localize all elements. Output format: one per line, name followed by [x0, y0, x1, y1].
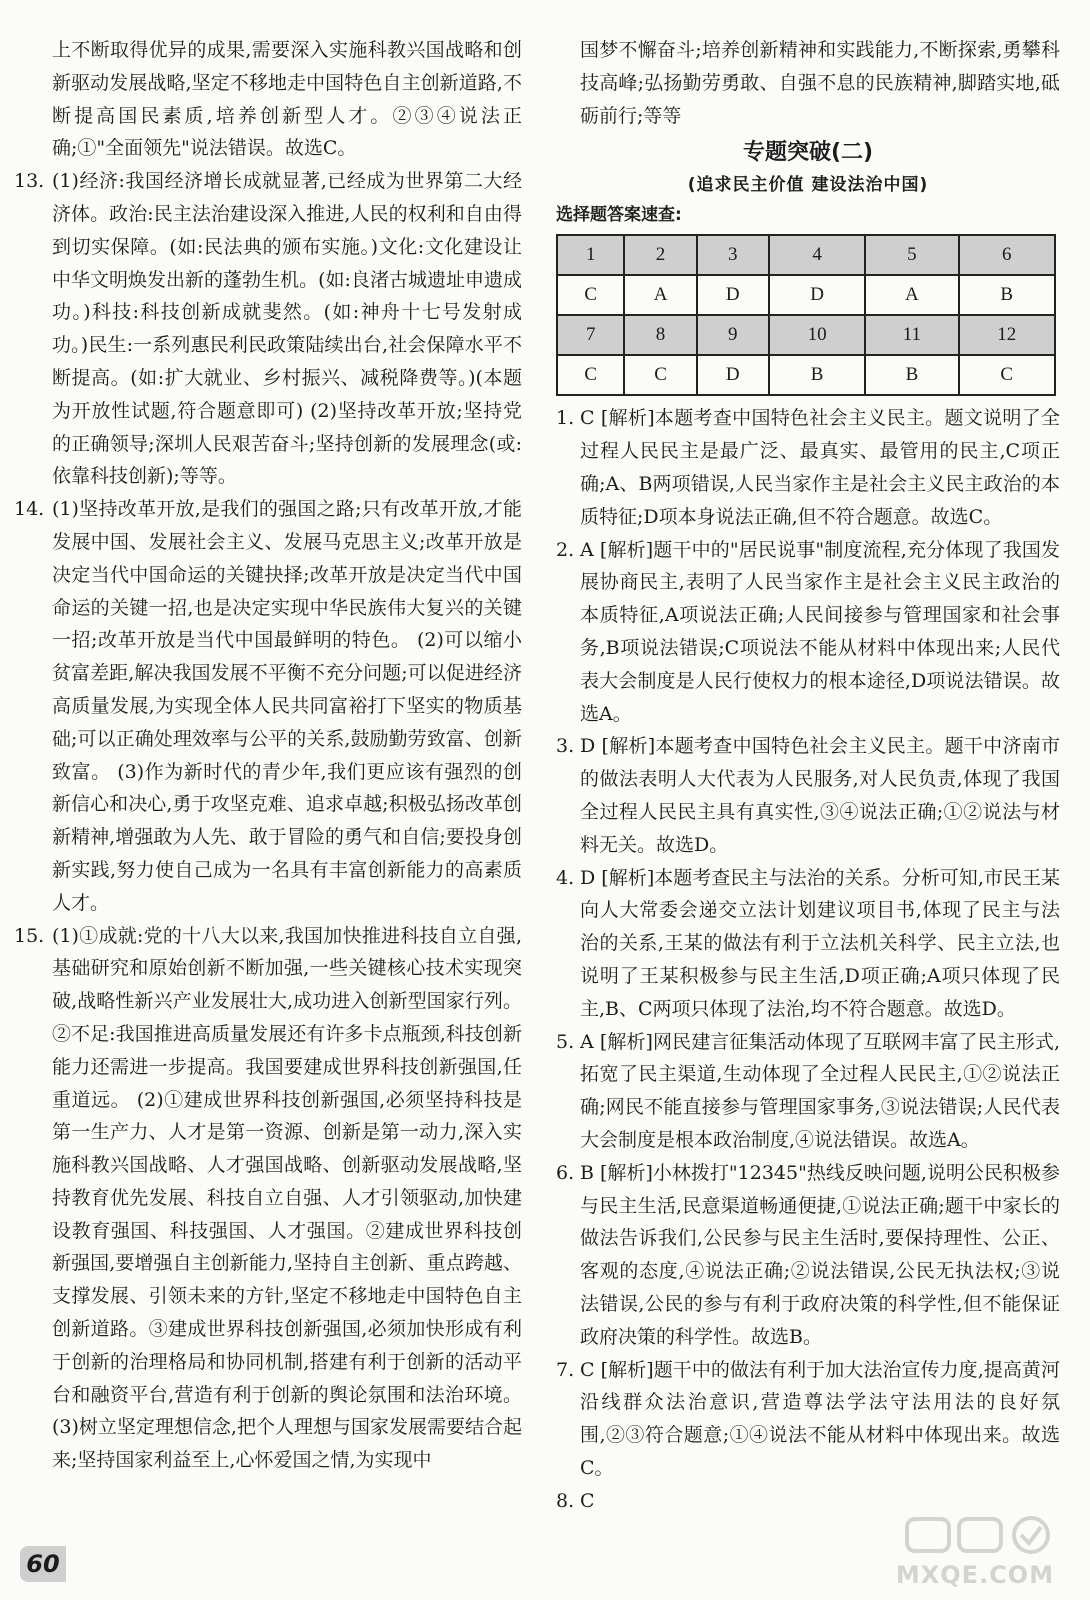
- answer-letter-cell: B: [959, 275, 1055, 315]
- question-number-cell: 5: [865, 235, 958, 275]
- answer-text: (1)坚持改革开放,是我们的强国之路;只有改革开放,才能发展中国、发展社会主义、发展马克思主义;改革开放是决定当代中国命运的关键抉择;改革开放是决定当代中国命运的关键一招,也是决定实现中华民族伟大复兴的关键一招;改革开放是当代中国最鲜明的特色。 (2)可以缩小贫富差距,解决我国发展不平衡不充分问题;可以促进经济高质量发展,为实现全体人民共同富裕打下坚实的物质基础;可以正确处理效率与公平的关系,鼓励勤劳致富、创新致富。 (3)作为新时代的青少年,我们更应该有强烈的创新信心和决心,勇于攻坚克难、追求卓越;积极弘扬改革创新精神,增强敢为人先、敢于冒险的勇气和自信;要投身创新实践,努力使自己成为一名具有丰富创新能力的高素质人才。: [52, 498, 522, 914]
- answer-letter-cell: C: [557, 355, 624, 395]
- question-number-cell: 8: [624, 315, 696, 355]
- question-number-cell: 10: [769, 315, 865, 355]
- explanation-item: [556, 862, 1060, 1026]
- explanation-number: 4.: [556, 866, 575, 889]
- answer-item-14: [14, 493, 522, 919]
- question-number-cell: 9: [697, 315, 769, 355]
- answer-number: 13.: [14, 170, 45, 193]
- explanation-item: [556, 730, 1060, 861]
- section-title: 专题突破(二): [742, 140, 874, 166]
- answer-item-15: [14, 920, 522, 1478]
- watermark: [875, 1515, 1075, 1595]
- page-number: 60: [20, 1546, 66, 1582]
- answer-table-number-row: [557, 315, 1055, 355]
- explanation-number: 5.: [556, 1030, 575, 1053]
- continuation-paragraph: 国梦不懈奋斗;培养创新精神和实践能力,不断探索,勇攀科技高峰;弘扬勤劳勇敢、自强不息的民族精神,脚踏实地,砥砺前行;等等: [580, 39, 1060, 127]
- intro-paragraph: 上不断取得优异的成果,需要深入实施科教兴国战略和创新驱动发展战略,坚定不移地走中国特色自主创新道路,不断提高国民素质,培养创新型人才。②③④说法正确;①"全面领先"说法错误。故选C。: [52, 39, 522, 160]
- explanation-number: 2.: [556, 538, 575, 561]
- answer-item-13: [14, 165, 522, 493]
- question-number-cell: 3: [697, 235, 769, 275]
- watermark-text: MXQE.COM: [895, 1561, 1055, 1589]
- right-column: [556, 34, 1060, 1517]
- explanation-item: [556, 1485, 1060, 1518]
- explanation-text: C: [580, 1489, 595, 1512]
- answer-table: [556, 234, 1056, 396]
- answer-table-number-row: [557, 235, 1055, 275]
- explanation-text: D [解析]本题考查中国特色社会主义民主。题干中济南市的做法表明人大代表为人民服务,对人民负责,体现了我国全过程人民民主具有真实性,③④说法正确;①②说法与材料无关。故选D。: [580, 735, 1060, 856]
- explanation-text: A [解析]题干中的"居民说事"制度流程,充分体现了我国发展协商民主,表明了人民当家作主是社会主义民主政治的本质特征,A项说法正确;人民间接参与管理国家和社会事务,B项说法错误;C项说法不能从材料中体现出来;人民代表大会制度是人民行使权力的根本途径,D项说法错误。故选A。: [580, 538, 1060, 725]
- answer-letter-cell: D: [697, 275, 769, 315]
- explanation-number: 1.: [556, 407, 575, 430]
- answer-text: (1)①成就:党的十八大以来,我国加快推进科技自立自强,基础研究和原始创新不断加强,一些关键核心技术实现突破,战略性新兴产业发展壮大,成功进入创新型国家行列。②不足:我国推进高质量发展还有许多卡点瓶颈,科技创新能力还需进一步提高。我国要建成世界科技创新强国,任重道远。 (2)①建成世界科技创新强国,必须坚持科技是第一生产力、人才是第一资源、创新是第一动力,深入实施科教兴国战略、人才强国战略、创新驱动发展战略,坚持教育优先发展、科技自立自强、人才引领驱动,加快建设教育强国、科技强国、人才强国。②建成世界科技创新强国,要增强自主创新能力,坚持自主创新、重点跨越、支撑发展、引领未来的方针,坚定不移地走中国特色自主创新道路。③建成世界科技创新强国,必须加快形成有利于创新的治理格局和协同机制,搭建有利于创新的活动平台和融资平台,营造有利于创新的舆论氛围和法治环境。 (3)树立坚定理想信念,把个人理想与国家发展需要结合起来;坚持国家利益至上,心怀爱国之情,为实现中: [52, 924, 522, 1472]
- explanation-number: 3.: [556, 735, 575, 758]
- question-number-cell: 2: [624, 235, 696, 275]
- question-number-cell: 4: [769, 235, 865, 275]
- answer-letter-cell: D: [697, 355, 769, 395]
- question-number-cell: 12: [959, 315, 1055, 355]
- answer-letter-cell: B: [769, 355, 865, 395]
- watermark-logo-icon: [905, 1515, 1055, 1555]
- answer-letter-cell: A: [865, 275, 958, 315]
- answer-table-answer-row: [557, 275, 1055, 315]
- answer-letter-cell: C: [624, 355, 696, 395]
- table-caption: 选择题答案速查:: [556, 205, 682, 226]
- question-number-cell: 1: [557, 235, 624, 275]
- answer-table-answer-row: [557, 355, 1055, 395]
- explanation-item: [556, 1026, 1060, 1157]
- explanation-item: [556, 534, 1060, 731]
- answer-letter-cell: D: [769, 275, 865, 315]
- question-number-cell: 7: [557, 315, 624, 355]
- explanation-item: [556, 1354, 1060, 1485]
- explanation-item: [556, 1157, 1060, 1354]
- explanation-text: C [解析]本题考查中国特色社会主义民主。题文说明了全过程人民民主是最广泛、最真实、最管用的民主,C项正确;A、B两项错误,人民当家作主是社会主义民主政治的本质特征;D项本身说法正确,但不符合题意。故选C。: [580, 407, 1060, 528]
- answer-letter-cell: A: [624, 275, 696, 315]
- explanation-item: [556, 402, 1060, 533]
- answer-letter-cell: B: [865, 355, 958, 395]
- answer-number: 15.: [14, 924, 45, 947]
- section-subtitle: (追求民主价值 建设法治中国): [687, 175, 929, 196]
- explanation-text: B [解析]小林拨打"12345"热线反映问题,说明公民积极参与民主生活,民意渠道畅通便捷,①说法正确;题干中家长的做法告诉我们,公民参与民主生活时,要保持理性、公正、客观的态度,④说法正确;②说法错误,公民无执法权;③说法错误,公民的参与有利于政府决策的科学性,但不能保证政府决策的科学性。故选B。: [580, 1161, 1060, 1348]
- answer-letter-cell: C: [557, 275, 624, 315]
- left-column: [14, 34, 522, 1477]
- answer-text: (1)经济:我国经济增长成就显著,已经成为世界第二大经济体。政治:民主法治建设深入推进,人民的权利和自由得到切实保障。(如:民法典的颁布实施。)文化:文化建设让中华文明焕发出新的蓬勃生机。(如:良渚古城遗址申遗成功。)科技:科技创新成就斐然。(如:神舟十七号发射成功。)民生:一系列惠民利民政策陆续出台,社会保障水平不断提高。(如:扩大就业、乡村振兴、减税降费等。)(本题为开放性试题,符合题意即可) (2)坚持改革开放;坚持党的正确领导;深圳人民艰苦奋斗;坚持创新的发展理念(或:依靠科技创新);等等。: [52, 170, 522, 488]
- question-number-cell: 11: [865, 315, 958, 355]
- explanation-number: 6.: [556, 1161, 575, 1184]
- question-number-cell: 6: [959, 235, 1055, 275]
- explanation-number: 8.: [556, 1489, 575, 1512]
- explanation-number: 7.: [556, 1358, 575, 1381]
- answer-number: 14.: [14, 498, 45, 521]
- explanation-text: D [解析]本题考查民主与法治的关系。分析可知,市民王某向人大常委会递交立法计划建议项目书,体现了民主与法治的关系,王某的做法有利于立法机关科学、民主立法,也说明了王某积极参与民主生活,D项正确;A项只体现了民主,B、C两项只体现了法治,均不符合题意。故选D。: [580, 866, 1060, 1020]
- answer-letter-cell: C: [959, 355, 1055, 395]
- explanation-text: C [解析]题干中的做法有利于加大法治宣传力度,提高黄河沿线群众法治意识,营造尊法学法守法用法的良好氛围,②③符合题意;①④说法不能从材料中体现出来。故选C。: [580, 1358, 1060, 1479]
- explanation-text: A [解析]网民建言征集活动体现了互联网丰富了民主形式,拓宽了民主渠道,生动体现了全过程人民民主,①②说法正确;网民不能直接参与管理国家事务,③说法错误;人民代表大会制度是根本政治制度,④说法错误。故选A。: [580, 1030, 1060, 1151]
